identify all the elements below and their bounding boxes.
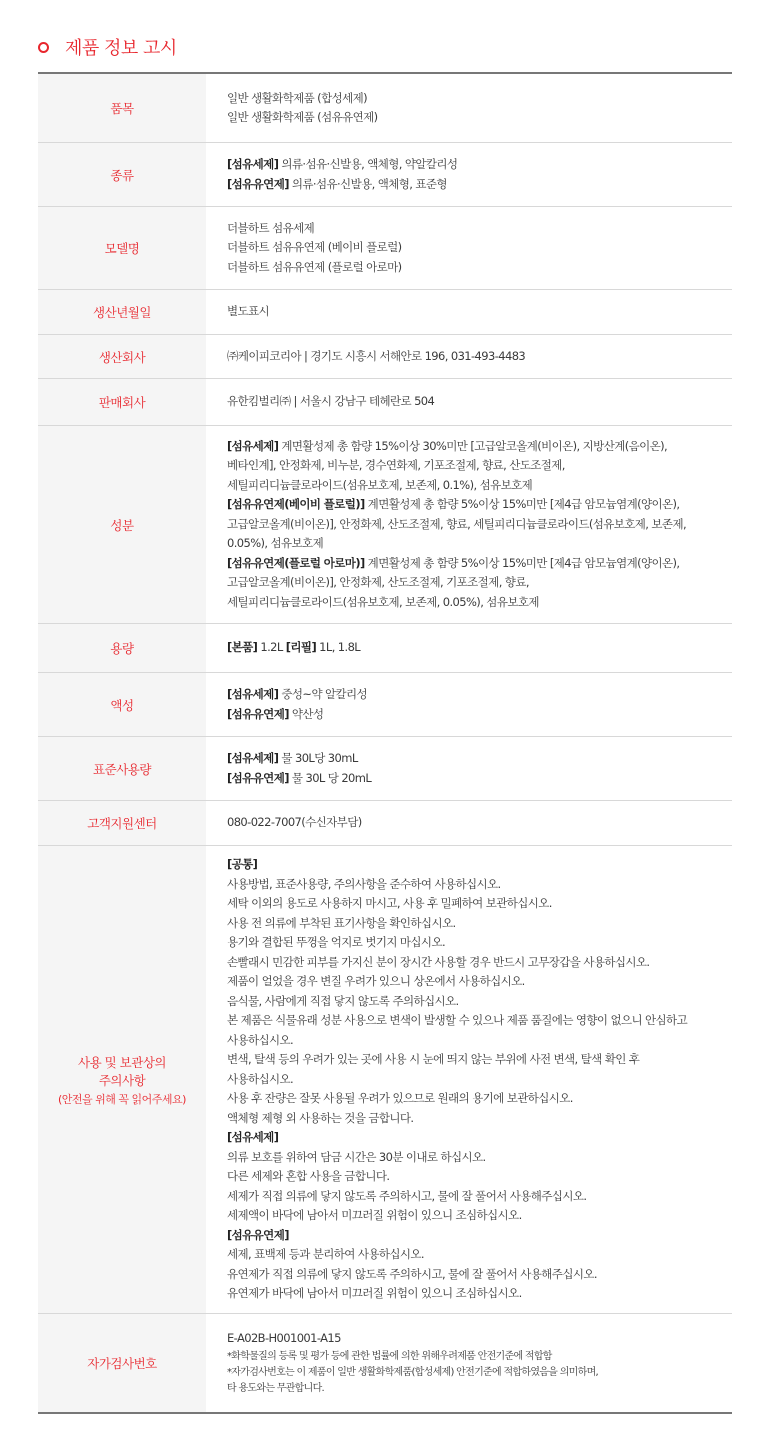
value-line: 더블하트 섬유세제 [227, 220, 315, 235]
category-tag: [섬유유연제] [227, 706, 289, 721]
value-line [227, 554, 722, 574]
value-line: 일반 생활화학제품 (섬유유연제) [227, 110, 378, 124]
fine-print-note: *자가검사번호는 이 제품이 일반 생활화학제품(합성세제) 안전기준에 적합하였음을 의미하며, [227, 1366, 599, 1378]
value-line: 세탁 이외의 용도로 사용하지 마시고, 사용 후 밀폐하여 보관하십시오. [227, 896, 552, 911]
value-line: 더블하트 섬유유연제 (플로럴 아로마) [227, 259, 402, 274]
category-tag: [섬유세제] [227, 687, 279, 701]
value-line: 용기와 결합된 뚜껑을 억지로 벗기지 마십시오. [227, 935, 446, 950]
category-tag: [섬유유연제] [227, 770, 289, 785]
row-value [206, 624, 732, 672]
row-model [38, 207, 732, 290]
value-line: 사용하십시오. [227, 1071, 294, 1086]
value-line: 본 제품은 식물유래 성분 사용으로 변색이 발생할 수 있으나 제품 품질에는 영향이 없으니 안심하고 [227, 1013, 688, 1028]
category-tag: [섬유세제] [227, 1130, 279, 1145]
value-line [227, 1128, 722, 1148]
category-tag: [섬유유연제(베이비 플로럴)] [227, 497, 365, 512]
value-line: 변색, 탈색 등의 우려가 있는 곳에 사용 시 눈에 띄지 않는 부위에 사전 변색, 탈색 확인 후 [227, 1052, 640, 1067]
line-text: 1.2L [257, 640, 286, 655]
row-label: 모델명 [38, 207, 206, 289]
row-label: 용량 [38, 624, 206, 672]
line-text: 약산성 [288, 706, 324, 721]
value-line: ㈜케이피코리아 | 경기도 시흥시 서해안로 196, 031-493-4483 [227, 348, 526, 363]
category-tag: [본품] [227, 640, 258, 655]
line-text: 계면활성제 총 함량 15%이상 30%미만 [고급알코올계(비이온), 지방산계(음이온), [278, 438, 668, 453]
value-line: 유한킴벌리㈜ | 서울시 강남구 테헤란로 504 [227, 394, 435, 409]
value-line [227, 705, 722, 725]
product-info-table [38, 72, 732, 1414]
value-line: 유연제가 바닥에 남아서 미끄러질 위험이 있으니 조심하십시오. [227, 1286, 522, 1301]
category-tag: [섬유유연제] [227, 176, 289, 191]
line-text: 계면활성제 총 함량 5%이상 15%미만 [제4급 암모늄염계(양이온), [364, 555, 680, 570]
value-line [227, 175, 722, 195]
line-text: 물 30L당 30mL [278, 751, 358, 765]
row-value [206, 290, 732, 334]
row-label: 고객지원센터 [38, 801, 206, 845]
row-selfcheck [38, 1314, 732, 1412]
value-line: 일반 생활화학제품 (합성세제) [227, 90, 367, 105]
bullet-circle-icon [38, 42, 49, 53]
row-value [206, 737, 732, 800]
value-line: 세제가 직접 의류에 닿지 않도록 주의하시고, 물에 잘 풀어서 사용해주십시오. [227, 1188, 587, 1203]
value-line: 유연제가 직접 의류에 닿지 않도록 주의하시고, 물에 잘 풀어서 사용해주십시오. [227, 1266, 597, 1281]
row-label: 자가검사번호 [38, 1314, 206, 1412]
row-ph [38, 673, 732, 737]
value-line [227, 1226, 722, 1246]
row-seller [38, 379, 732, 426]
row-support [38, 801, 732, 846]
fine-print-note: *화학물질의 등록 및 평가 등에 관한 법률에 의한 위해우려제품 안전기준에 적합함 [227, 1350, 552, 1362]
category-tag: [섬유세제] [227, 438, 279, 453]
value-line: 고급알코올계(비이온)], 안정화제, 산도조절제, 향료, 세틸피리디늄클로라이드(섬유보호제, 보존제, [227, 516, 687, 531]
row-label: 종류 [38, 143, 206, 206]
value-line [227, 769, 722, 789]
row-label: 품목 [38, 74, 206, 142]
value-line: 액체형 제형 외 사용하는 것을 금합니다. [227, 1110, 414, 1125]
row-volume [38, 624, 732, 673]
value-line: 다른 세제와 혼합 사용을 금합니다. [227, 1169, 390, 1184]
value-line: 더블하트 섬유유연제 (베이비 플로럴) [227, 240, 402, 255]
value-line: 세틸피리디늄클로라이드(섬유보호제, 보존제, 0.05%), 섬유보호제 [227, 594, 539, 609]
value-line: 사용 후 잔량은 잘못 사용될 우려가 있으므로 원래의 용기에 보관하십시오. [227, 1091, 573, 1106]
category-tag: [섬유세제] [227, 751, 279, 765]
value-line: 의류 보호를 위하여 담금 시간은 30분 이내로 하십시오. [227, 1149, 486, 1164]
row-label: 판매회사 [38, 379, 206, 425]
value-line [227, 495, 722, 515]
row-date [38, 290, 732, 335]
row-value [206, 143, 732, 206]
row-maker [38, 335, 732, 379]
value-line [227, 155, 722, 175]
line-text: 계면활성제 총 함량 5%이상 15%미만 [제4급 암모늄염계(양이온), [364, 497, 680, 512]
value-line: 사용 전 의류에 부착된 표기사항을 확인하십시오. [227, 915, 456, 930]
row-label: 생산회사 [38, 335, 206, 378]
row-sublabel: (안전을 위해 꼭 읽어주세요) [58, 1092, 186, 1106]
row-value [206, 207, 732, 289]
value-line: 별도표시 [227, 304, 270, 319]
row-label: 액성 [38, 673, 206, 736]
row-type [38, 143, 732, 207]
value-line: 베타인계], 안정화제, 비누분, 경수연화제, 기포조절제, 향료, 산도조절제, [227, 458, 565, 473]
line-text: 1L, 1.8L [316, 640, 361, 655]
line-text: 의류·섬유·신발용, 액체형, 약알칼리성 [278, 157, 458, 171]
value-line: 제품이 얼었을 경우 변질 우려가 있으니 상온에서 사용하십시오. [227, 974, 525, 989]
row-value [206, 801, 732, 845]
row-value [206, 846, 732, 1313]
value-line [227, 685, 722, 705]
category-tag: [섬유유연제(플로럴 아로마)] [227, 555, 365, 570]
row-caution [38, 846, 732, 1314]
category-tag: [섬유유연제] [227, 1227, 289, 1242]
section-header [38, 32, 177, 62]
row-usage [38, 737, 732, 801]
category-tag: [공통] [227, 857, 258, 872]
value-line: 사용하십시오. [227, 1032, 294, 1047]
row-ingredients [38, 426, 732, 624]
value-line: 사용방법, 표준사용량, 주의사항을 준수하여 사용하십시오. [227, 876, 501, 891]
value-line: 손빨래시 민감한 피부를 가지신 분이 장시간 사용할 경우 반드시 고무장갑을 사용하십시오. [227, 954, 650, 969]
line-text: 중성~약 알칼리성 [278, 687, 368, 701]
row-value [206, 426, 732, 623]
line-text: 의류·섬유·신발용, 액체형, 표준형 [288, 176, 447, 191]
value-line: 고급알코올계(비이온)], 안정화제, 산도조절제, 기포조절제, 향료, [227, 575, 529, 590]
value-line [227, 638, 722, 658]
value-line [227, 855, 722, 875]
row-label: 사용 및 보관상의 주의사항 (안전을 위해 꼭 읽어주세요) [38, 846, 206, 1313]
row-item [38, 74, 732, 143]
row-value [206, 673, 732, 736]
fine-print-note: 타 용도와는 무관합니다. [227, 1382, 325, 1394]
value-line: E-A02B-H001001-A15 [227, 1331, 341, 1346]
row-label: 생산년월일 [38, 290, 206, 334]
value-line: 음식물, 사람에게 직접 닿지 않도록 주의하십시오. [227, 993, 459, 1008]
category-tag: [섬유세제] [227, 157, 279, 171]
value-line: 0.05%), 섬유보호제 [227, 536, 324, 551]
value-line [227, 437, 722, 457]
value-line: 080-022-7007(수신자부담) [227, 815, 362, 830]
value-line: 세제, 표백제 등과 분리하여 사용하십시오. [227, 1247, 424, 1262]
row-value [206, 379, 732, 425]
row-value [206, 1314, 732, 1412]
row-label: 표준사용량 [38, 737, 206, 800]
row-value [206, 335, 732, 378]
row-value [206, 74, 732, 142]
line-text: 물 30L 당 20mL [288, 770, 372, 785]
value-line: 세틸피리디늄클로라이드(섬유보호제, 보존제, 0.1%), 섬유보호제 [227, 477, 533, 492]
value-line: 세제액이 바닥에 남아서 미끄러질 위험이 있으니 조심하십시오. [227, 1208, 522, 1223]
category-tag: [리필] [285, 640, 317, 655]
page-title: 제품 정보 고시 [65, 38, 177, 59]
value-line [227, 749, 722, 769]
row-label: 성분 [38, 426, 206, 623]
